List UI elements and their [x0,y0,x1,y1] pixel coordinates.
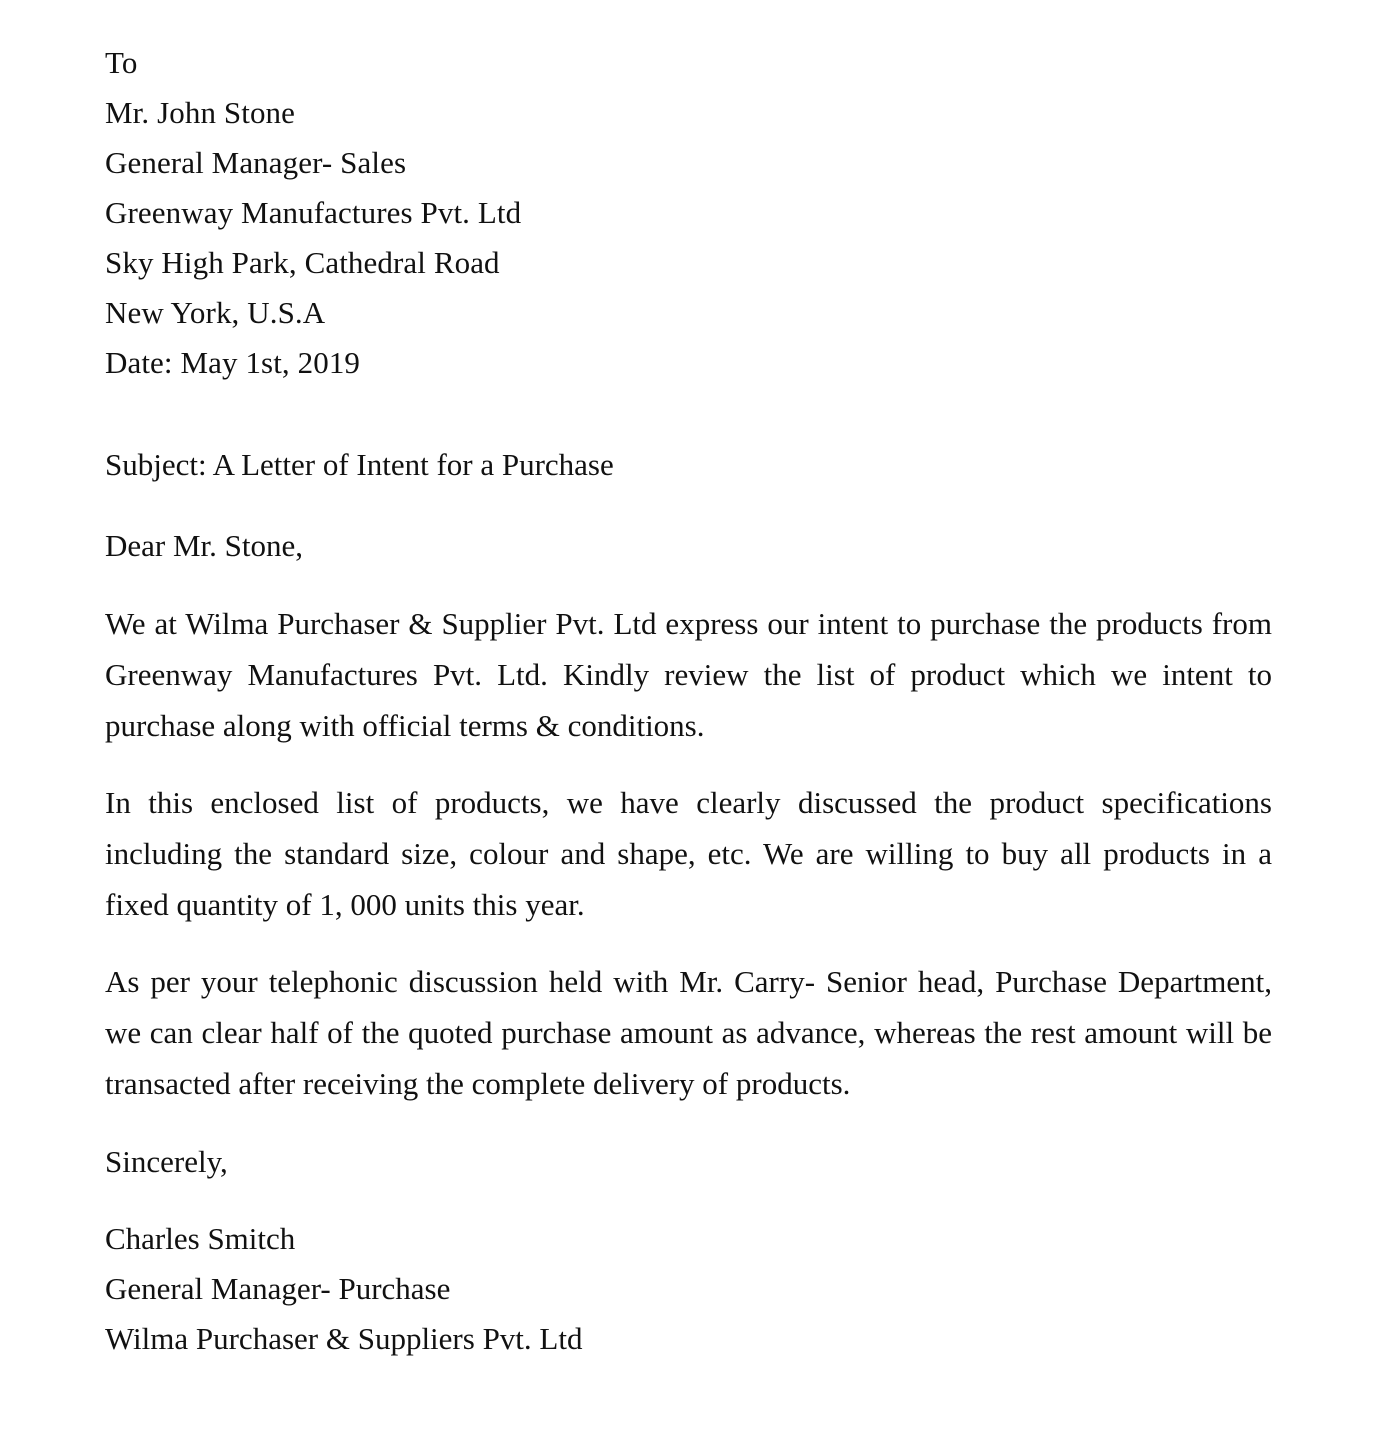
sender-company: Wilma Purchaser & Suppliers Pvt. Ltd [105,1321,583,1356]
letter-date: Date: May 1st, 2019 [105,345,361,380]
recipient-company: Greenway Manufactures Pvt. Ltd [105,195,522,230]
body-paragraph-1: We at Wilma Purchaser & Supplier Pvt. Ltd express our intent to purchase the products from Greenway Manufactures Pvt. Ltd. Kindly review the list of product which we intent to purchase along with official terms & conditions. [105,606,1272,743]
letter-body [105,38,1272,1364]
recipient-name: Mr. John Stone [105,95,296,130]
recipient-title: General Manager- Sales [105,145,407,180]
signature-block [105,1214,1272,1364]
subject-line: Subject: A Letter of Intent for a Purchase [105,447,614,482]
salutation-line: Dear Mr. Stone, [105,528,304,563]
recipient-address-block [105,38,1272,388]
closing-line: Sincerely, [105,1144,228,1179]
sender-title: General Manager- Purchase [105,1271,451,1306]
body-paragraph-3: As per your telephonic discussion held with Mr. Carry- Senior head, Purchase Department, we can clear half of the quoted purchase amount as advance, whereas the rest amount will be transacted after receiving the complete delivery of products. [105,964,1272,1101]
recipient-street: Sky High Park, Cathedral Road [105,245,500,280]
body-paragraph-2: In this enclosed list of products, we have clearly discussed the product specifications including the standard size, colour and shape, etc. We are willing to buy all products in a fixed quantity of 1, 000 units this year. [105,785,1272,922]
recipient-to-label: To [105,45,138,80]
sender-name: Charles Smitch [105,1221,296,1256]
recipient-city-country: New York, U.S.A [105,295,326,330]
